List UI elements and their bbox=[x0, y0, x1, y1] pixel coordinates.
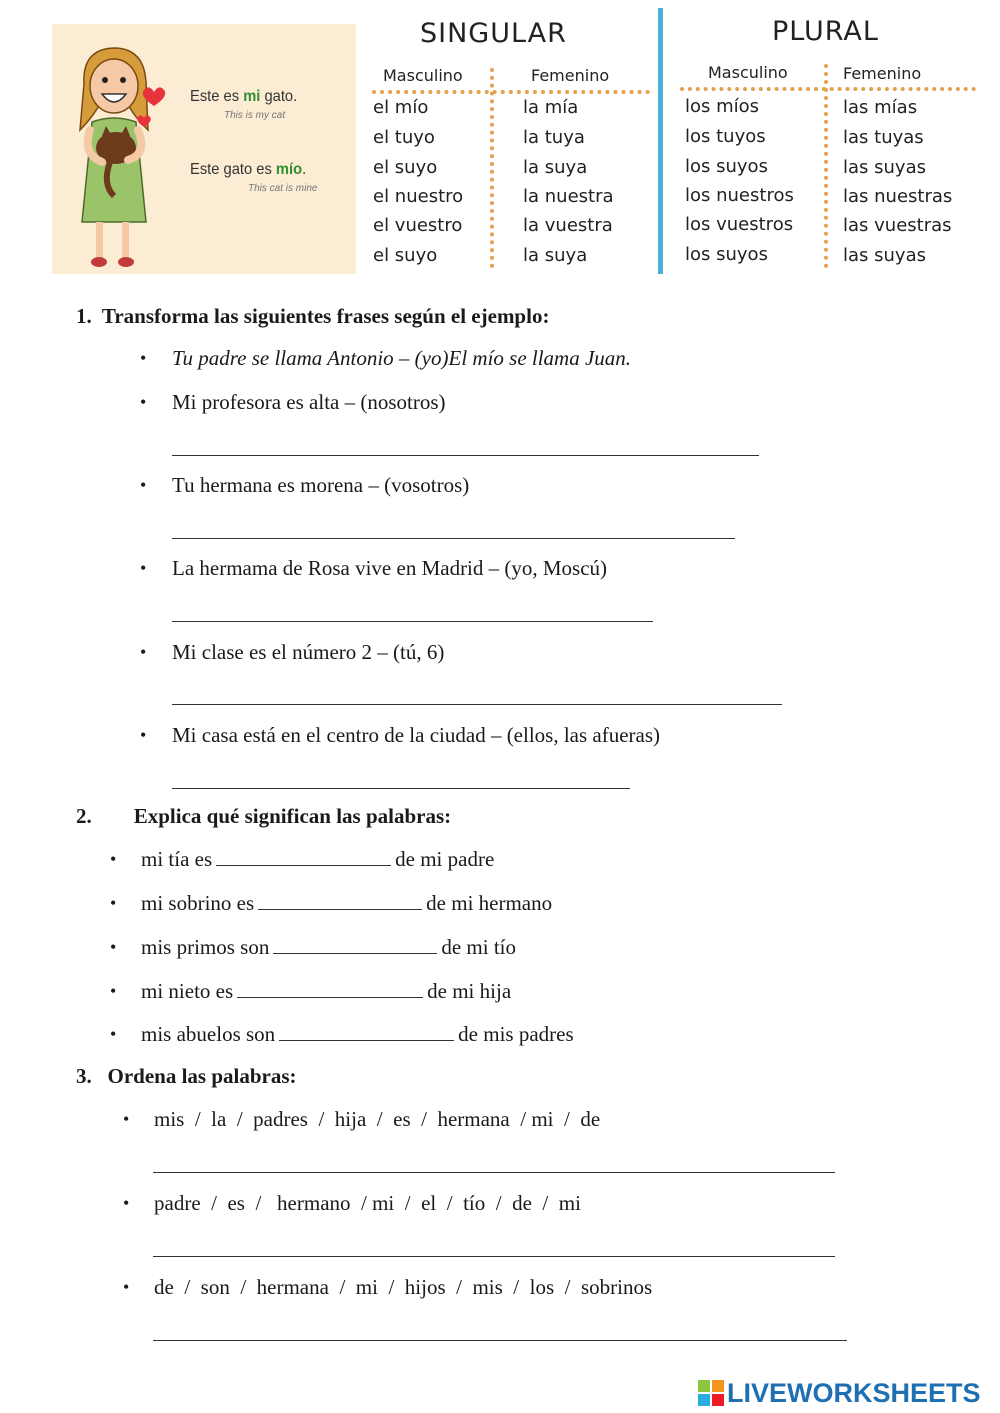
bullet-icon: • bbox=[123, 1109, 130, 1129]
section-1-heading bbox=[76, 303, 549, 329]
item-4-pre: mi nieto es bbox=[141, 979, 234, 1003]
example-2-highlight: mío bbox=[275, 161, 303, 178]
plural-fem-2: las tuyas bbox=[843, 127, 924, 148]
section-1-item-3: La hermama de Rosa vive en Madrid – (yo, Moscú) bbox=[172, 556, 608, 580]
bullet-icon: • bbox=[123, 1193, 130, 1213]
bullet-icon: • bbox=[140, 348, 147, 368]
section-3-item-2: padre / es / hermano / mi / el / tío / de / mi bbox=[154, 1191, 581, 1215]
singular-fem-5: la vuestra bbox=[523, 215, 613, 236]
plural-fem-6: las suyas bbox=[843, 245, 926, 266]
answer-line-6[interactable] bbox=[153, 1172, 835, 1173]
singular-fem-4: la nuestra bbox=[523, 186, 614, 207]
blank-input-2[interactable] bbox=[258, 890, 422, 910]
answer-line-7[interactable] bbox=[153, 1256, 835, 1257]
bullet-icon: • bbox=[123, 1277, 130, 1297]
singular-masc-1: el mío bbox=[373, 97, 429, 118]
singular-header-rule bbox=[372, 90, 650, 94]
answer-line-2[interactable] bbox=[172, 538, 735, 539]
section-1-item-4: Mi clase es el número 2 – (tú, 6) bbox=[172, 640, 445, 664]
bullet-icon: • bbox=[110, 893, 117, 913]
bullet-icon: • bbox=[110, 1024, 117, 1044]
singular-masc-5: el vuestro bbox=[373, 215, 463, 236]
item-3-post: de mi tío bbox=[441, 935, 517, 959]
blank-input-3[interactable] bbox=[273, 934, 437, 954]
example-1-translation: This is my cat bbox=[224, 110, 286, 121]
bullet-icon: • bbox=[140, 725, 147, 745]
plural-fem-head: Femenino bbox=[843, 64, 922, 83]
plural-header-rule bbox=[680, 87, 976, 91]
answer-line-3[interactable] bbox=[172, 621, 653, 622]
section-3-item-3: de / son / hermana / mi / hijos / mis / los / sobrinos bbox=[154, 1275, 653, 1299]
section-2-heading bbox=[76, 803, 451, 829]
singular-column-rule bbox=[490, 68, 494, 268]
bullet-icon: • bbox=[140, 475, 147, 495]
item-2-pre: mi sobrino es bbox=[141, 891, 255, 915]
blank-input-4[interactable] bbox=[237, 978, 423, 998]
item-2-post: de mi hermano bbox=[426, 891, 553, 915]
plural-masc-head: Masculino bbox=[708, 63, 788, 82]
example-2-translation: This cat is mine bbox=[248, 183, 318, 194]
bullet-icon: • bbox=[140, 642, 147, 662]
bullet-icon: • bbox=[140, 392, 147, 412]
liveworksheets-logo-icon bbox=[698, 1380, 724, 1406]
plural-masc-4: los nuestros bbox=[685, 185, 794, 206]
singular-masc-6: el suyo bbox=[373, 245, 438, 266]
section-1-example: Tu padre se llama Antonio – (yo)El mío se llama Juan. bbox=[172, 346, 632, 370]
section-1-item-1: Mi profesora es alta – (nosotros) bbox=[172, 390, 446, 414]
plural-masc-1: los míos bbox=[685, 96, 760, 117]
example-2-post: . bbox=[302, 161, 307, 178]
item-5-post: de mis padres bbox=[458, 1022, 574, 1046]
answer-line-5[interactable] bbox=[172, 788, 630, 789]
plural-masc-5: los vuestros bbox=[685, 214, 794, 235]
plural-column-rule bbox=[824, 64, 828, 268]
example-sentence-1 bbox=[190, 88, 297, 106]
plural-fem-3: las suyas bbox=[843, 157, 926, 178]
girl-with-cat-illustration bbox=[62, 44, 172, 274]
section-3-number: 3. bbox=[76, 1064, 92, 1088]
singular-masc-4: el nuestro bbox=[373, 186, 464, 207]
plural-fem-1: las mías bbox=[843, 97, 918, 118]
logo-text: LIVEWORKSHEETS bbox=[727, 1377, 981, 1408]
liveworksheets-logo bbox=[698, 1378, 981, 1408]
item-1-post: de mi padre bbox=[395, 847, 495, 871]
example-sentence-2 bbox=[190, 161, 306, 179]
section-2-item-2 bbox=[141, 890, 552, 916]
plural-masc-2: los tuyos bbox=[685, 126, 766, 147]
singular-fem-head: Femenino bbox=[531, 66, 610, 85]
section-2-item-1 bbox=[141, 846, 494, 872]
section-3-title: Ordena las palabras: bbox=[107, 1064, 297, 1088]
blank-input-5[interactable] bbox=[279, 1021, 454, 1041]
example-1-post: gato. bbox=[260, 88, 298, 105]
plural-masc-3: los suyos bbox=[685, 156, 768, 177]
plural-fem-5: las vuestras bbox=[843, 215, 952, 236]
bullet-icon: • bbox=[110, 981, 117, 1001]
singular-fem-3: la suya bbox=[523, 157, 588, 178]
section-2-title: Explica qué significan las palabras: bbox=[133, 804, 452, 828]
header-illustration bbox=[0, 0, 1000, 290]
table-divider bbox=[658, 8, 663, 274]
section-1-item-2: Tu hermana es morena – (vosotros) bbox=[172, 473, 470, 497]
item-5-pre: mis abuelos son bbox=[141, 1022, 276, 1046]
plural-title: PLURAL bbox=[772, 16, 879, 47]
singular-fem-6: la suya bbox=[523, 245, 588, 266]
example-1-highlight: mi bbox=[243, 88, 261, 105]
section-1-item-5: Mi casa está en el centro de la ciudad – (ellos, las afueras) bbox=[172, 723, 661, 747]
answer-line-4[interactable] bbox=[172, 704, 782, 705]
singular-masc-3: el suyo bbox=[373, 157, 438, 178]
item-3-pre: mis primos son bbox=[141, 935, 270, 959]
item-1-pre: mi tía es bbox=[141, 847, 213, 871]
section-1-title: Transforma las siguientes frases según el ejemplo: bbox=[101, 304, 550, 328]
example-panel bbox=[52, 24, 356, 274]
answer-line-1[interactable] bbox=[172, 455, 759, 456]
singular-masc-head: Masculino bbox=[383, 66, 463, 85]
section-1-number: 1. bbox=[76, 304, 92, 328]
singular-fem-1: la mía bbox=[523, 97, 579, 118]
section-2-item-5 bbox=[141, 1021, 574, 1047]
section-2-number: 2. bbox=[76, 804, 92, 828]
section-2-item-3 bbox=[141, 934, 516, 960]
section-3-heading bbox=[76, 1063, 297, 1089]
example-1-pre: Este es bbox=[190, 88, 244, 105]
blank-input-1[interactable] bbox=[216, 846, 391, 866]
example-2-pre: Este gato es bbox=[190, 161, 276, 178]
section-3-item-1: mis / la / padres / hija / es / hermana / mi / de bbox=[154, 1107, 601, 1131]
singular-masc-2: el tuyo bbox=[373, 127, 435, 148]
plural-fem-4: las nuestras bbox=[843, 186, 953, 207]
item-4-post: de mi hija bbox=[427, 979, 512, 1003]
bullet-icon: • bbox=[110, 849, 117, 869]
bullet-icon: • bbox=[110, 937, 117, 957]
plural-masc-6: los suyos bbox=[685, 244, 768, 265]
singular-fem-2: la tuya bbox=[523, 127, 585, 148]
answer-line-8[interactable] bbox=[153, 1340, 847, 1341]
singular-title: SINGULAR bbox=[420, 18, 567, 49]
bullet-icon: • bbox=[140, 558, 147, 578]
section-2-item-4 bbox=[141, 978, 511, 1004]
